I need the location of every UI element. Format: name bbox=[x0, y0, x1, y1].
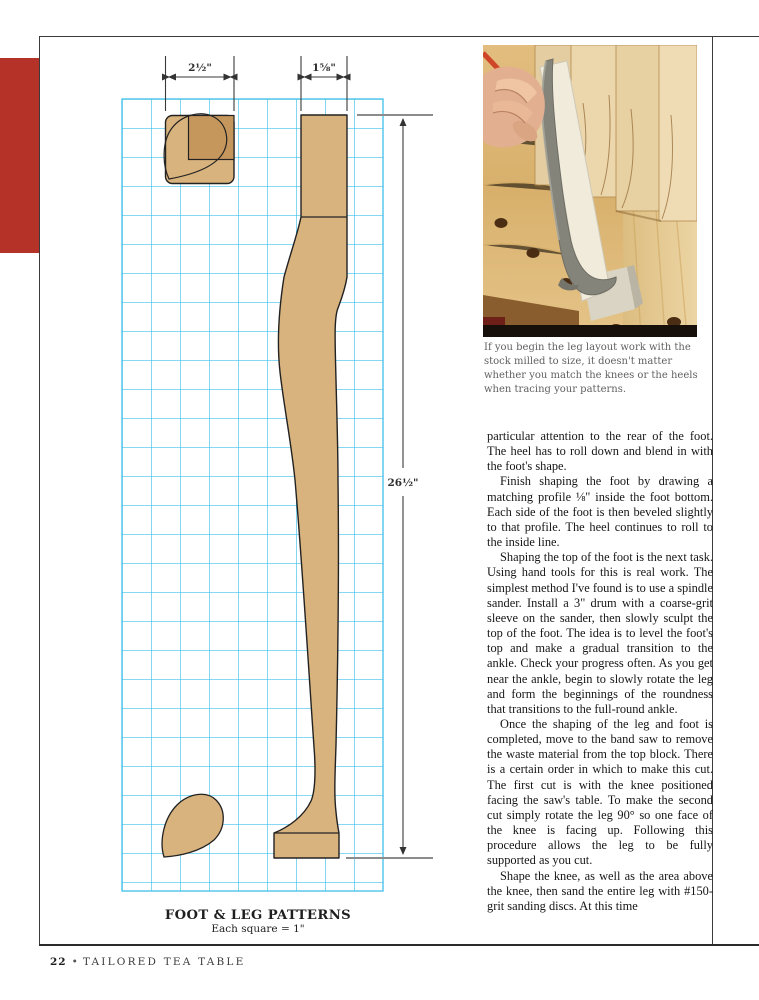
article-paragraph: Finish shaping the foot by drawing a matching profile ⅛" inside the foot bottom. Each side of the foot is then beveled slightly to that profile. The heel continues to roll to the inside line. bbox=[487, 474, 713, 550]
leg-tracing-photo bbox=[483, 45, 697, 337]
photo-caption: If you begin the leg layout work with the stock milled to size, it doesn't matter whether you match the knees or the heels when tracing your patterns. bbox=[484, 342, 698, 395]
photo-bottom-shadow bbox=[483, 325, 697, 337]
page-number: 22 bbox=[50, 956, 67, 968]
foot-pattern-shape bbox=[164, 114, 234, 184]
footer-separator: • bbox=[71, 956, 78, 968]
page-footer bbox=[50, 956, 245, 968]
article-paragraph: Shape the knee, as well as the area above the knee, then sand the entire leg with #150-grit sanding discs. At this time bbox=[487, 868, 713, 913]
article-text-column bbox=[487, 429, 713, 914]
dim-label-post-width: 1⅝" bbox=[312, 62, 336, 74]
footer-magazine-title: TAILORED TEA TABLE bbox=[82, 956, 246, 968]
article-paragraph: particular attention to the rear of the foot. The heel has to roll down and blend in with the foot's shape. bbox=[487, 429, 713, 474]
article-paragraph: Shaping the top of the foot is the next task. Using hand tools for this is real work. The simplest method I've found is to use a spindle sander. Install a 3" drum with a coarse-grit sleeve on the sander, then slowly sculpt the top of the foot. The idea is to level the foot's top and make a gradual transition to the ankle. Check your progress often. As you get near the ankle, begin to slowly rotate the leg and form the beginnings of the roundness that transitions to the full-round ankle. bbox=[487, 550, 713, 716]
diagram-scale-note: Each square = 1" bbox=[211, 923, 305, 935]
article-paragraph: Once the shaping of the leg and foot is completed, move to the band saw to remove the waste material from the top block. There is a certain order in which to make this cut. The first cut is with the knee positioned facing the saw's table. To make the second cut simply rotate the leg 90° so one face of the knee is facing up. Following this procedure allows the leg to be fully supported as you cut. bbox=[487, 716, 713, 868]
diagram-title: FOOT & LEG PATTERNS bbox=[164, 908, 352, 923]
dim-label-leg-height: 26½" bbox=[387, 477, 419, 489]
dim-label-blank-width: 2½" bbox=[188, 62, 212, 74]
